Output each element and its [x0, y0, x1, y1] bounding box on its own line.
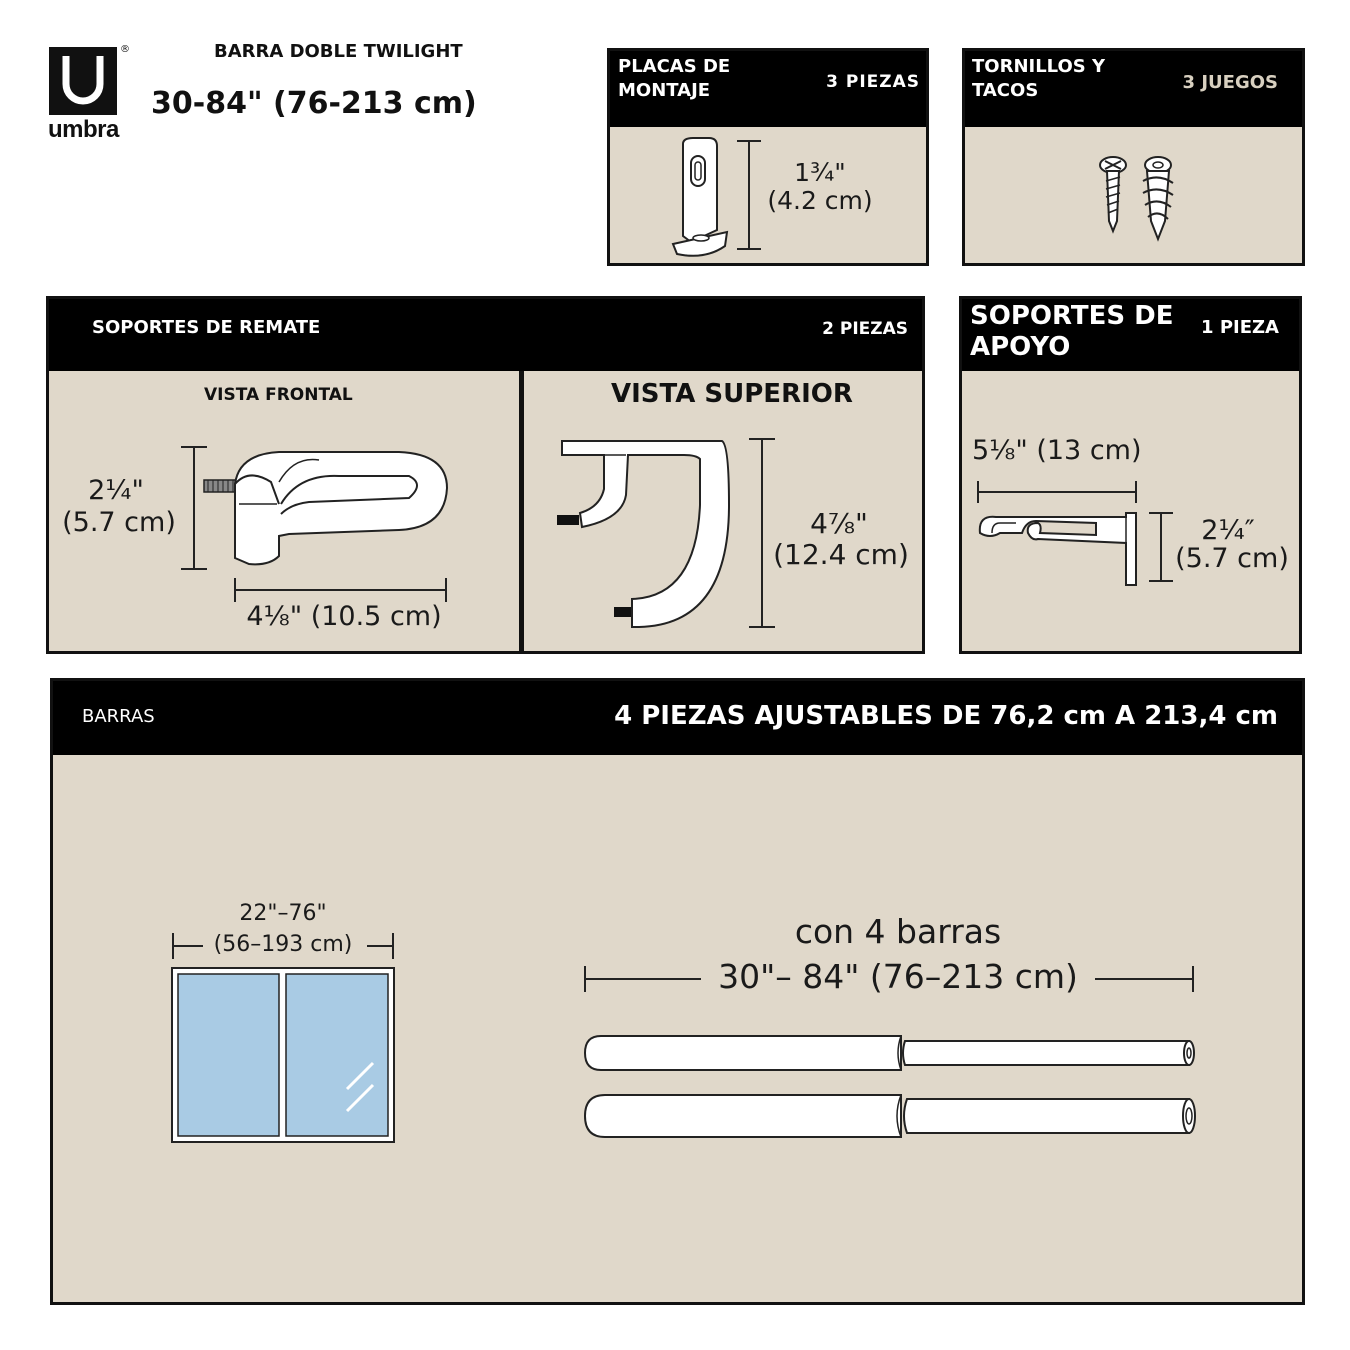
mounting-plate-height-in: 1¾" — [794, 158, 846, 187]
front-view-label: VISTA FRONTAL — [204, 385, 353, 405]
window-icon — [171, 967, 395, 1143]
mounting-plates-panel — [607, 48, 929, 266]
top-view-label: VISTA SUPERIOR — [611, 379, 853, 409]
screws-count: 3 JUEGOS — [1182, 72, 1278, 93]
rods-title: BARRAS — [82, 706, 155, 727]
rods-header — [53, 681, 1302, 755]
screws-title-2: TACOS — [972, 80, 1039, 101]
mounting-plates-title-2: MONTAJE — [618, 80, 711, 101]
end-brackets-count: 2 PIEZAS — [822, 319, 908, 339]
rod-range: 30"– 84" (76–213 cm) — [718, 957, 1078, 996]
adjustable-rod-icon-2 — [583, 1093, 1203, 1143]
support-brackets-header — [962, 299, 1299, 371]
front-view-height-in: 2¼" — [88, 475, 144, 506]
support-brackets-panel — [959, 296, 1302, 654]
support-brackets-count: 1 PIEZA — [1201, 317, 1279, 338]
registered-mark: ® — [120, 44, 130, 55]
rod-caption: con 4 barras — [794, 912, 1002, 951]
end-bracket-front-icon — [199, 444, 449, 569]
top-view-depth-dimension — [747, 437, 777, 631]
brand-name: umbra — [48, 116, 119, 143]
support-bracket-height-in: 2¼″ — [1201, 515, 1255, 546]
product-title: BARRA DOBLE TWILIGHT — [214, 41, 463, 62]
top-view-depth-cm: (12.4 cm) — [773, 538, 909, 571]
adjustable-rod-icon-1 — [583, 1034, 1203, 1076]
end-brackets-title: SOPORTES DE REMATE — [92, 317, 321, 338]
window-range-cm: (56–193 cm) — [213, 932, 353, 957]
screws-panel — [962, 48, 1305, 266]
top-view-depth-in: 4⅞" — [810, 507, 868, 540]
screws-title-1: TORNILLOS Y — [972, 56, 1106, 77]
end-brackets-header — [49, 299, 922, 371]
end-brackets-divider — [519, 371, 524, 651]
mounting-plates-count: 3 PIEZAS — [826, 72, 920, 92]
support-bracket-width-dimension — [976, 479, 1140, 507]
umbra-logo — [46, 44, 132, 146]
support-bracket-width: 5⅛" (13 cm) — [972, 435, 1142, 466]
support-bracket-icon — [976, 509, 1146, 589]
mounting-plate-height-cm: (4.2 cm) — [767, 186, 873, 215]
product-size: 30-84" (76-213 cm) — [151, 86, 477, 121]
front-view-height-cm: (5.7 cm) — [62, 507, 176, 538]
support-bracket-height-cm: (5.7 cm) — [1175, 543, 1289, 574]
mounting-plates-header — [610, 51, 926, 127]
front-view-width: 4⅛" (10.5 cm) — [246, 601, 442, 632]
mounting-plates-title-1: PLACAS DE — [618, 56, 731, 77]
rods-panel — [50, 678, 1305, 1305]
end-brackets-panel — [46, 296, 925, 654]
support-brackets-title-1: SOPORTES DE — [970, 301, 1174, 331]
screw-and-anchor-icon — [1095, 155, 1195, 245]
end-bracket-top-icon — [554, 435, 734, 635]
screws-header — [965, 51, 1302, 127]
window-range-in: 22"–76" — [239, 901, 327, 926]
support-brackets-title-2: APOYO — [970, 332, 1071, 362]
rods-subtitle: 4 PIEZAS AJUSTABLES DE 76,2 cm A 213,4 cm — [614, 701, 1278, 731]
